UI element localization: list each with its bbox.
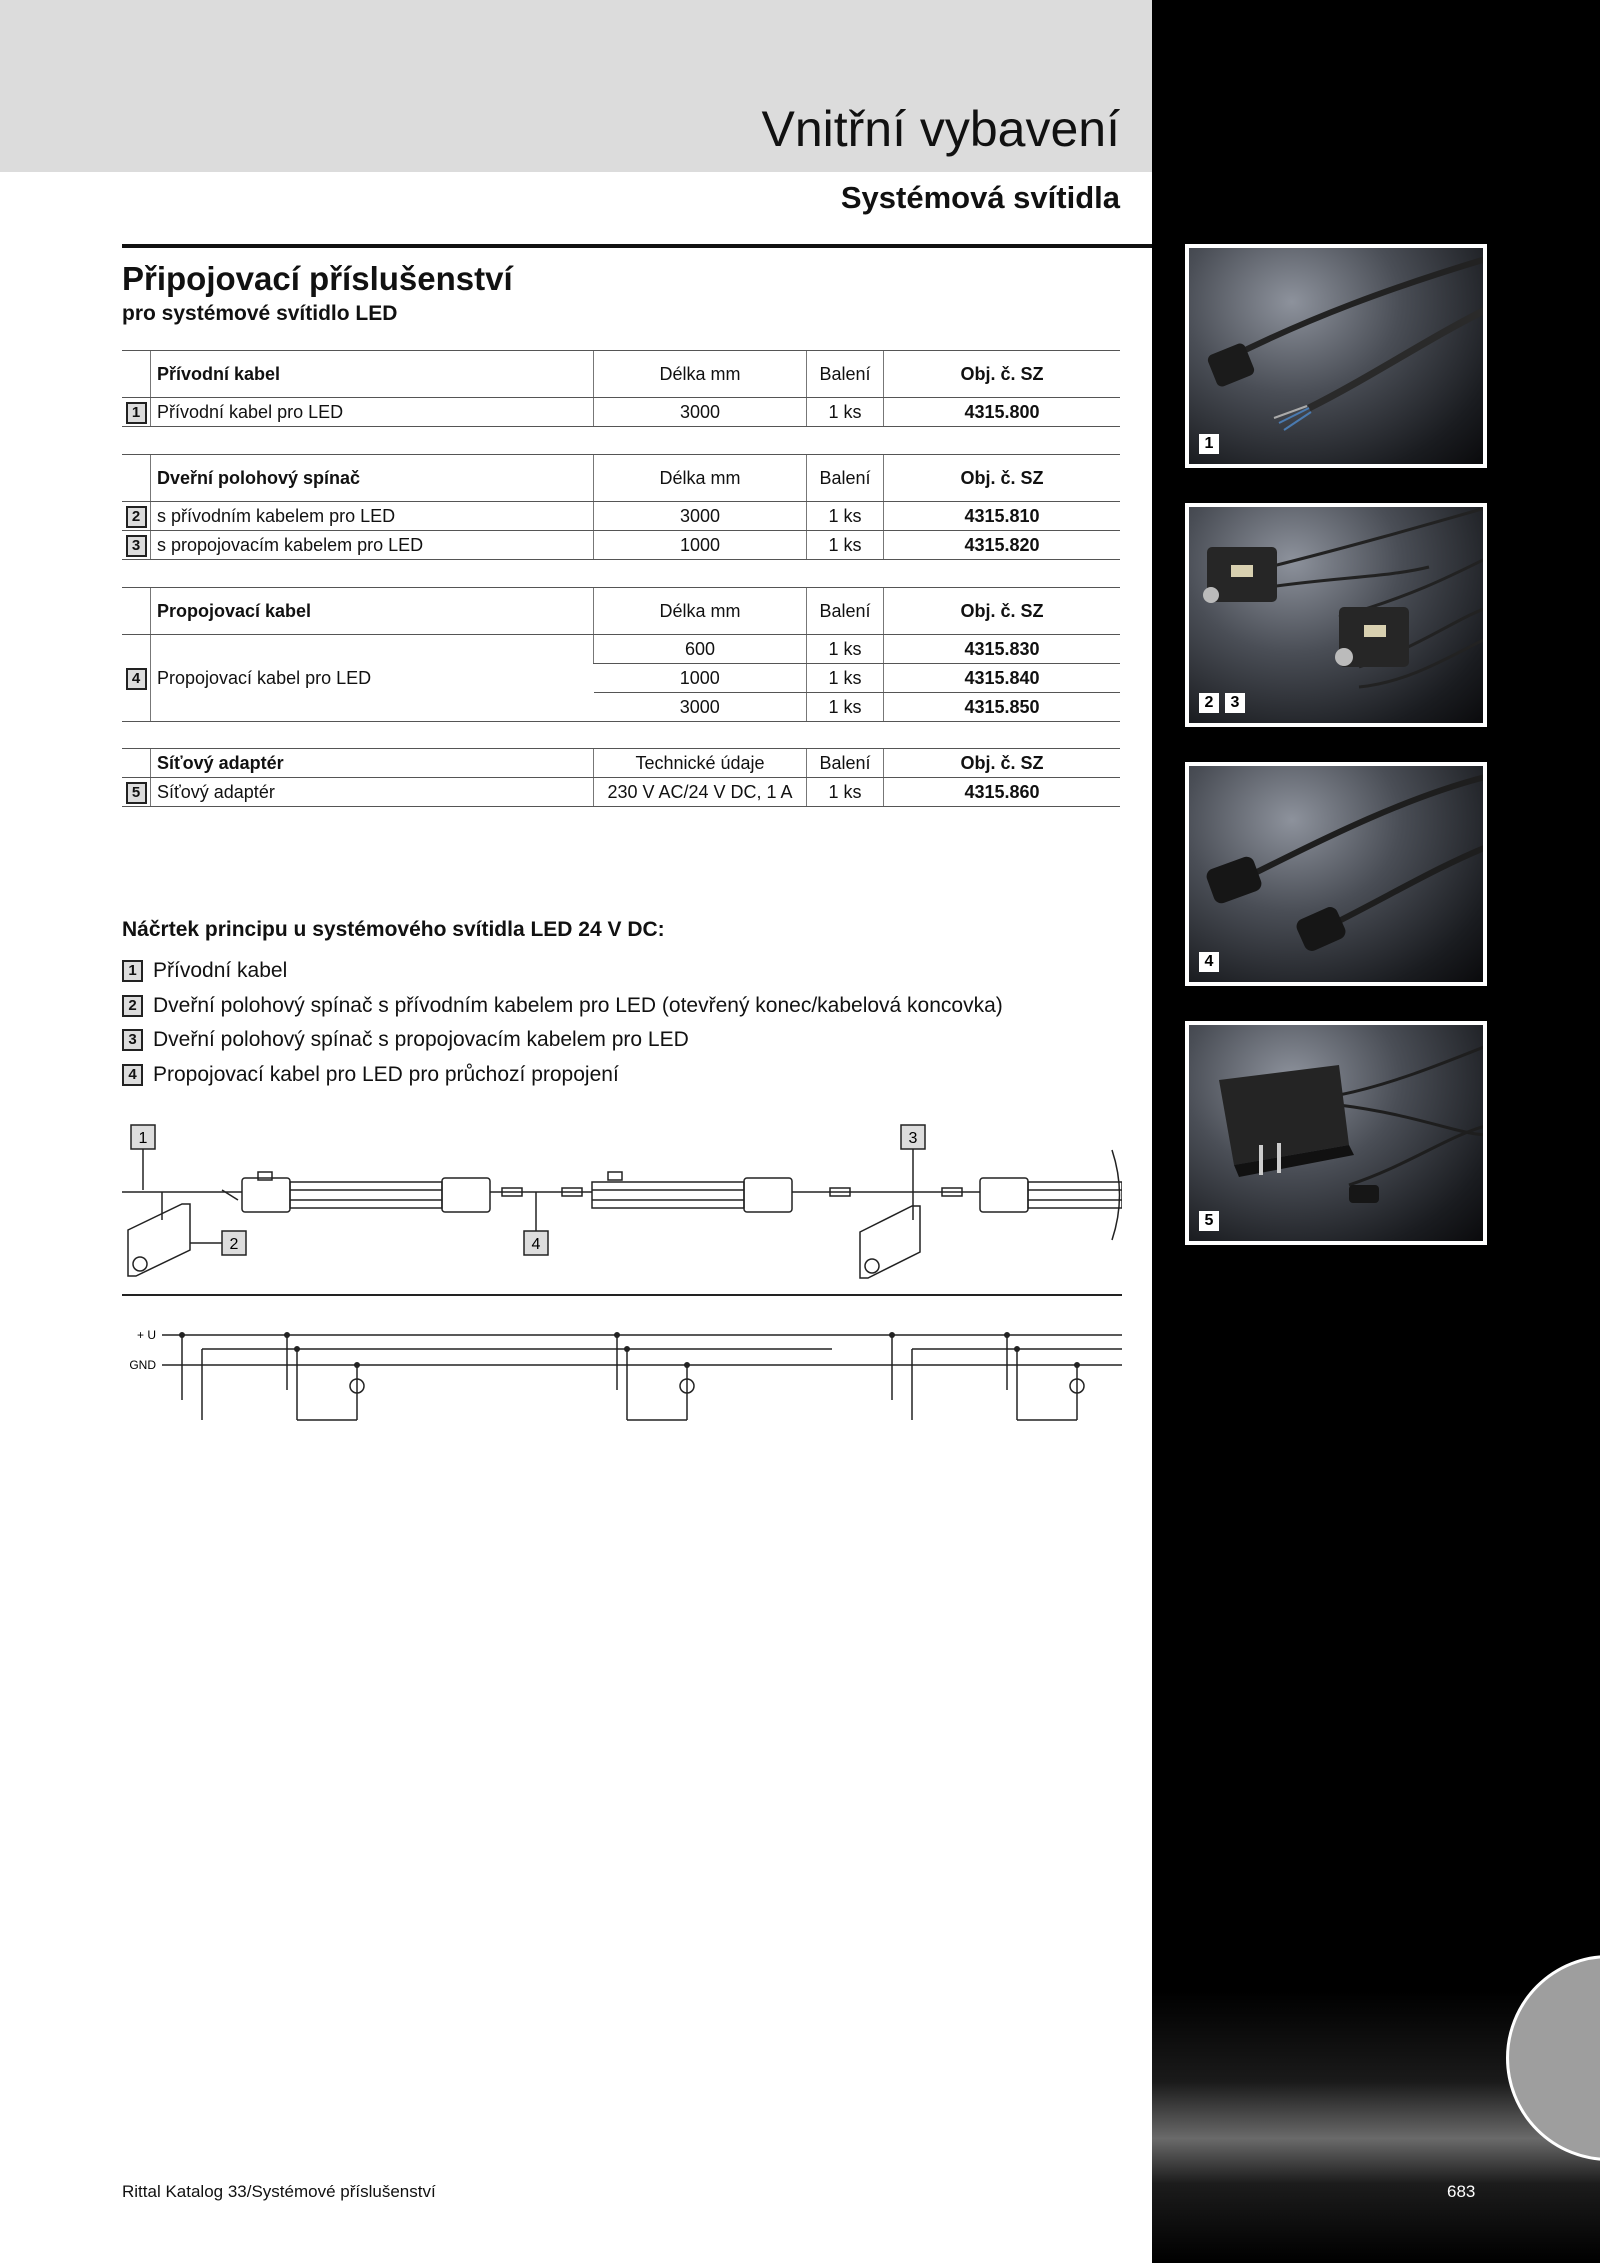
- product-photo-5: [1185, 1021, 1487, 1245]
- cell-packaging: 1 ks: [807, 502, 884, 531]
- cell-length: 3000: [594, 693, 807, 722]
- product-photo-4: [1185, 762, 1487, 986]
- legend-number-badge: 4: [122, 1064, 143, 1086]
- cell-description: Přívodní kabel pro LED: [151, 398, 594, 427]
- callout-3: 3: [908, 1130, 918, 1147]
- legend-number-badge: 3: [122, 1029, 143, 1051]
- page-number: 683: [1447, 2182, 1476, 2201]
- photo-badges: [1199, 693, 1245, 713]
- legend-number-badge: 1: [122, 960, 143, 982]
- photo-number-badge: 5: [1199, 1211, 1219, 1231]
- legend-item: [122, 989, 1003, 1024]
- header-description: Dveřní polohový spínač: [151, 455, 594, 502]
- power-adapter-icon: [1189, 1025, 1483, 1241]
- connection-cable-icon: [1189, 766, 1483, 982]
- footer-catalog: Rittal Katalog 33/Systémové příslušenství: [122, 2182, 436, 2201]
- table-row: [122, 398, 1120, 427]
- header-length: Délka mm: [594, 351, 807, 398]
- header-tech-data: Technické údaje: [594, 749, 807, 778]
- table-header-row: [122, 749, 1120, 778]
- photo-number-badge: 2: [1199, 693, 1219, 713]
- cell-packaging: 1 ks: [807, 398, 884, 427]
- cell-tech-data: 230 V AC/24 V DC, 1 A: [594, 778, 807, 807]
- table-row: [122, 531, 1120, 560]
- table-header-row: [122, 351, 1120, 398]
- cell-order-no: 4315.830: [884, 635, 1121, 664]
- legend-item: [122, 1023, 1003, 1058]
- header-description: Síťový adaptér: [151, 749, 594, 778]
- callout-4: 4: [531, 1236, 541, 1253]
- header-packaging: Balení: [807, 455, 884, 502]
- header-packaging: Balení: [807, 351, 884, 398]
- chapter-title: Vnitřní vybavení: [761, 101, 1120, 157]
- table-header-row: [122, 455, 1120, 502]
- table-power-adapter: [122, 748, 1120, 807]
- cell-order-no: 4315.820: [884, 531, 1121, 560]
- cell-packaging: 1 ks: [807, 531, 884, 560]
- cell-packaging: 1 ks: [807, 664, 884, 693]
- principle-diagram: [122, 1120, 1122, 1440]
- cell-length: 1000: [594, 531, 807, 560]
- cell-description: Propojovací kabel pro LED: [151, 635, 594, 722]
- legend-item: [122, 1058, 1003, 1093]
- legend-text: Dveřní polohový spínač s přívodním kabelem pro LED (otevřený konec/kabelová koncovka): [153, 993, 1003, 1017]
- cell-length: 3000: [594, 398, 807, 427]
- legend-item: [122, 954, 1003, 989]
- header-order-no: Obj. č. SZ: [884, 749, 1121, 778]
- item-number-badge: 3: [126, 535, 147, 557]
- photo-badges: [1199, 434, 1219, 454]
- table-row: [122, 635, 1120, 664]
- table-row: [122, 502, 1120, 531]
- cell-order-no: 4315.800: [884, 398, 1121, 427]
- section-title: Systémová svítidla: [840, 180, 1120, 215]
- table-row: [122, 778, 1120, 807]
- header-length: Délka mm: [594, 455, 807, 502]
- legend-text: Přívodní kabel: [153, 959, 288, 983]
- cell-length: 3000: [594, 502, 807, 531]
- photo-number-badge: 1: [1199, 434, 1219, 454]
- cell-length: 1000: [594, 664, 807, 693]
- cell-description: s propojovacím kabelem pro LED: [151, 531, 594, 560]
- header-order-no: Obj. č. SZ: [884, 455, 1121, 502]
- photo-number-badge: 3: [1225, 693, 1245, 713]
- legend-text: Dveřní polohový spínač s propojovacím kabelem pro LED: [153, 1028, 689, 1052]
- table-header-row: [122, 588, 1120, 635]
- item-number-badge: 2: [126, 506, 147, 528]
- photo-badges: [1199, 1211, 1219, 1231]
- header-order-no: Obj. č. SZ: [884, 588, 1121, 635]
- door-switch-icon: [1189, 507, 1483, 723]
- cell-order-no: 4315.860: [884, 778, 1121, 807]
- header-packaging: Balení: [807, 588, 884, 635]
- legend-number-badge: 2: [122, 995, 143, 1017]
- callout-2: 2: [229, 1236, 239, 1253]
- wiring-plus-label: + U: [136, 1328, 156, 1342]
- photo-number-badge: 4: [1199, 952, 1219, 972]
- cell-description: Síťový adaptér: [151, 778, 594, 807]
- cell-order-no: 4315.850: [884, 693, 1121, 722]
- product-photo-1: [1185, 244, 1487, 468]
- cell-description: s přívodním kabelem pro LED: [151, 502, 594, 531]
- cell-length: 600: [594, 635, 807, 664]
- table-supply-cable: [122, 350, 1120, 427]
- item-number-badge: 1: [126, 402, 147, 424]
- photo-badges: [1199, 952, 1219, 972]
- cable-connector-icon: [1189, 248, 1483, 464]
- main-heading: Připojovací příslušenství: [122, 260, 513, 297]
- product-photo-2-3: [1185, 503, 1487, 727]
- header-description: Přívodní kabel: [151, 351, 594, 398]
- cell-packaging: 1 ks: [807, 693, 884, 722]
- header-packaging: Balení: [807, 749, 884, 778]
- cell-packaging: 1 ks: [807, 635, 884, 664]
- wiring-gnd-label: GND: [129, 1358, 156, 1372]
- header-length: Délka mm: [594, 588, 807, 635]
- sketch-heading: Náčrtek principu u systémového svítidla LED 24 V DC:: [122, 918, 665, 941]
- table-door-switch: [122, 454, 1120, 560]
- header-order-no: Obj. č. SZ: [884, 351, 1121, 398]
- callout-1: 1: [138, 1130, 148, 1147]
- cell-order-no: 4315.810: [884, 502, 1121, 531]
- sub-heading: pro systémové svítidlo LED: [122, 302, 398, 325]
- item-number-badge: 4: [126, 668, 147, 690]
- sketch-legend: [122, 954, 1003, 1092]
- cell-packaging: 1 ks: [807, 778, 884, 807]
- header-description: Propojovací kabel: [151, 588, 594, 635]
- title-rule: [122, 244, 1152, 248]
- item-number-badge: 5: [126, 782, 147, 804]
- cell-order-no: 4315.840: [884, 664, 1121, 693]
- legend-text: Propojovací kabel pro LED pro průchozí propojení: [153, 1062, 619, 1086]
- table-connection-cable: [122, 587, 1120, 722]
